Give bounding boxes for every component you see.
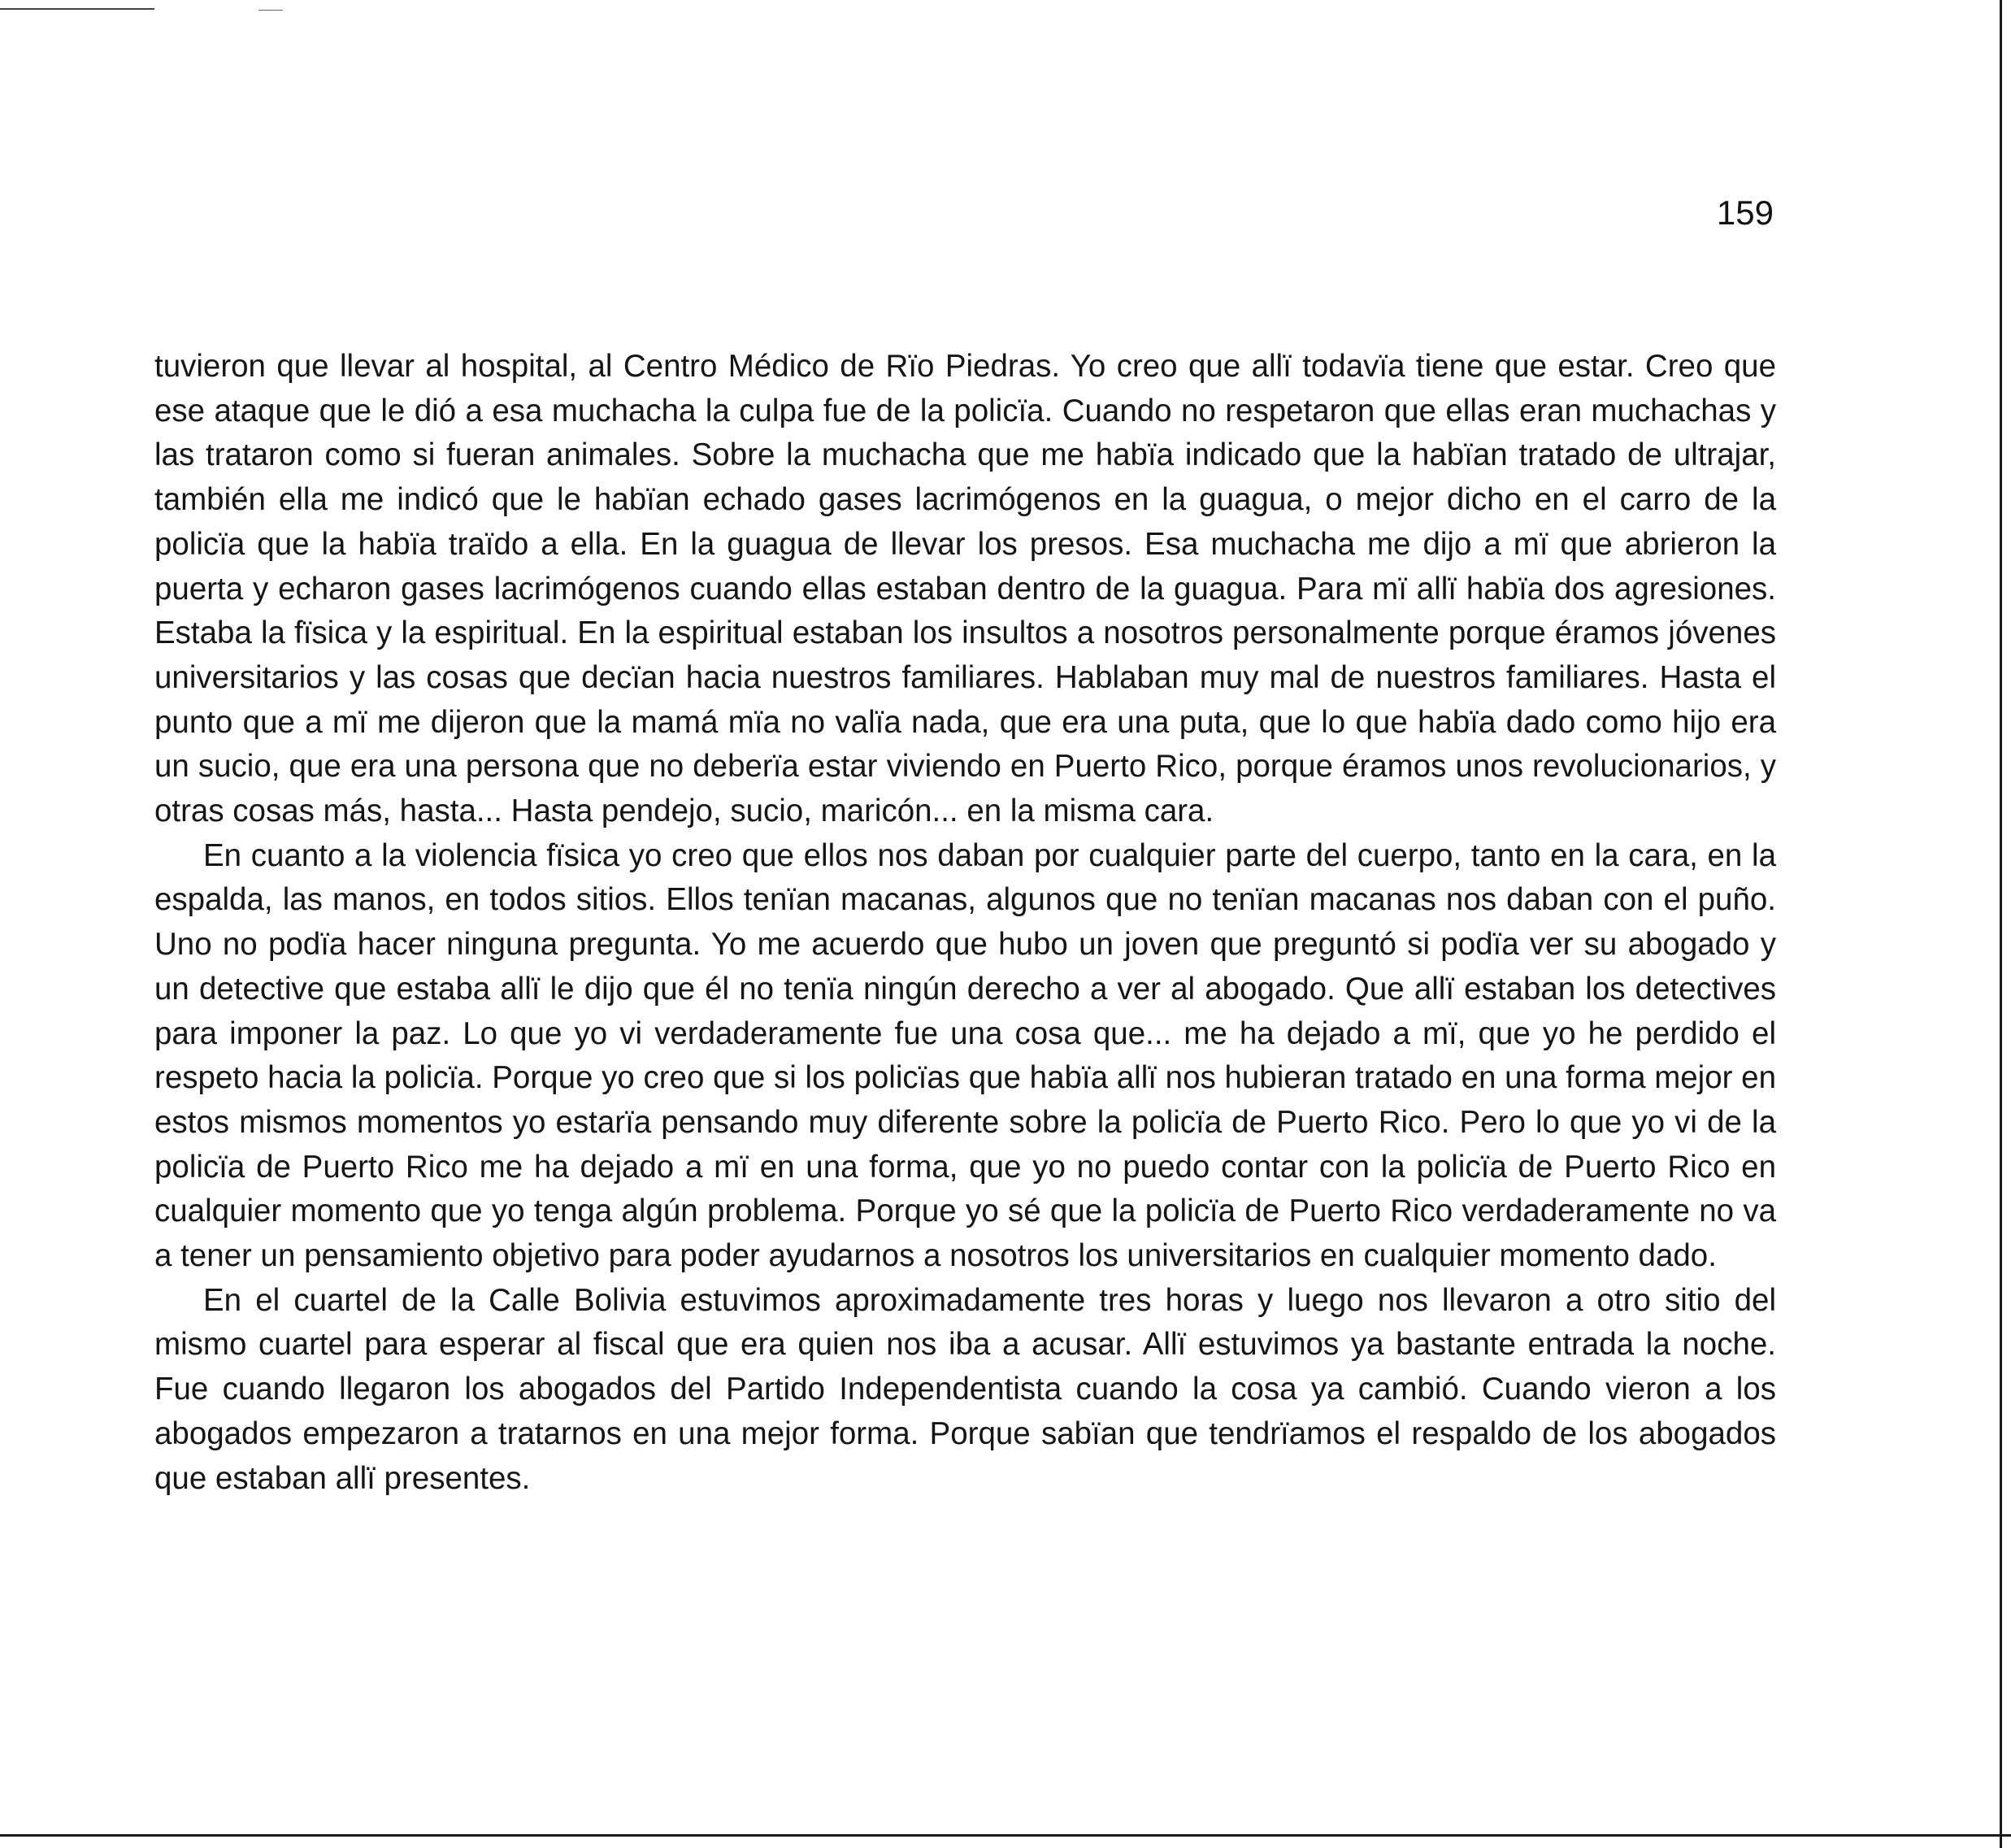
scan-edge-top	[0, 8, 154, 10]
scan-edge-right	[2000, 0, 2002, 1848]
paragraph-1: tuvieron que llevar al hospital, al Centro Médico de Rïo Piedras. Yo creo que allï todavïa tiene que estar. Creo que ese ataque que le dió a esa muchacha la culpa fue de la policïa. Cuando no respetaron que ellas eran muchachas y las trataron como si fueran animales. Sobre la muchacha que me habïa indicado que la habïan tratado de ultrajar, también ella me indicó que le habïan echado gases lacrimógenos en la guagua, o mejor dicho en el carro de la policïa que la habïa traïdo a ella. En la guagua de llevar los presos. Esa muchacha me dijo a mï que abrieron la puerta y echaron gases lacrimógenos cuando ellas estaban dentro de la guagua. Para mï allï habïa dos agresiones. Estaba la fïsica y la espiritual. En la espiritual estaban los insultos a nosotros personalmente porque éramos jóvenes universitarios y las cosas que decïan hacia nuestros familiares. Hablaban muy mal de nuestros familiares. Hasta el punto que a mï me dijeron que la mamá mïa no valïa nada, que era una puta, que lo que habïa dado como hijo era un sucio, que era una persona que no deberïa estar viviendo en Puerto Rico, porque éramos unos revolucionarios, y otras cosas más, hasta... Hasta pendejo, sucio, maricón... en la misma cara.	[154, 349, 1776, 829]
paragraph-3: En el cuartel de la Calle Bolivia estuvimos aproximadamente tres horas y luego nos llevaron a otro sitio del mismo cuartel para esperar al fiscal que era quien nos iba a acusar. Allï estuvimos ya bastante entrada la noche. Fue cuando llegaron los abogados del Partido Independentista cuando la cosa ya cambió. Cuando vieron a los abogados empezaron a tratarnos en una mejor forma. Porque sabïan que tendrïamos el respaldo de los abogados que estaban allï presentes.	[154, 1282, 1776, 1496]
scan-mark	[258, 10, 283, 11]
paragraph-2: En cuanto a la violencia fïsica yo creo que ellos nos daban por cualquier parte del cuerpo, tanto en la cara, en la espalda, las manos, en todos sitios. Ellos tenïan macanas, algunos que no tenïan macanas nos daban con el puño. Uno no podïa hacer ninguna pregunta. Yo me acuerdo que hubo un joven que preguntó si podïa ver su abogado y un detective que estaba allï le dijo que él no tenïa ningún derecho a ver al abogado. Que allï estaban los detectives para imponer la paz. Lo que yo vi verdaderamente fue una cosa que... me ha dejado a mï, que yo he perdido el respeto hacia la policïa. Porque yo creo que si los policïas que habïa allï nos hubieran tratado en una forma mejor en estos mismos momentos yo estarïa pensando muy diferente sobre la policïa de Puerto Rico. Pero lo que yo vi de la policïa de Puerto Rico me ha dejado a mï en una forma, que yo no puedo contar con la policïa de Puerto Rico en cualquier momento que yo tenga algún problema. Porque yo sé que la policïa de Puerto Rico verdaderamente no va a tener un pensamiento objetivo para poder ayudarnos a nosotros los universitarios en cualquier momento dado.	[154, 837, 1776, 1274]
scan-edge-bottom	[0, 1834, 2011, 1837]
page-number: 159	[1716, 193, 1774, 232]
body-text	[154, 345, 1776, 1501]
